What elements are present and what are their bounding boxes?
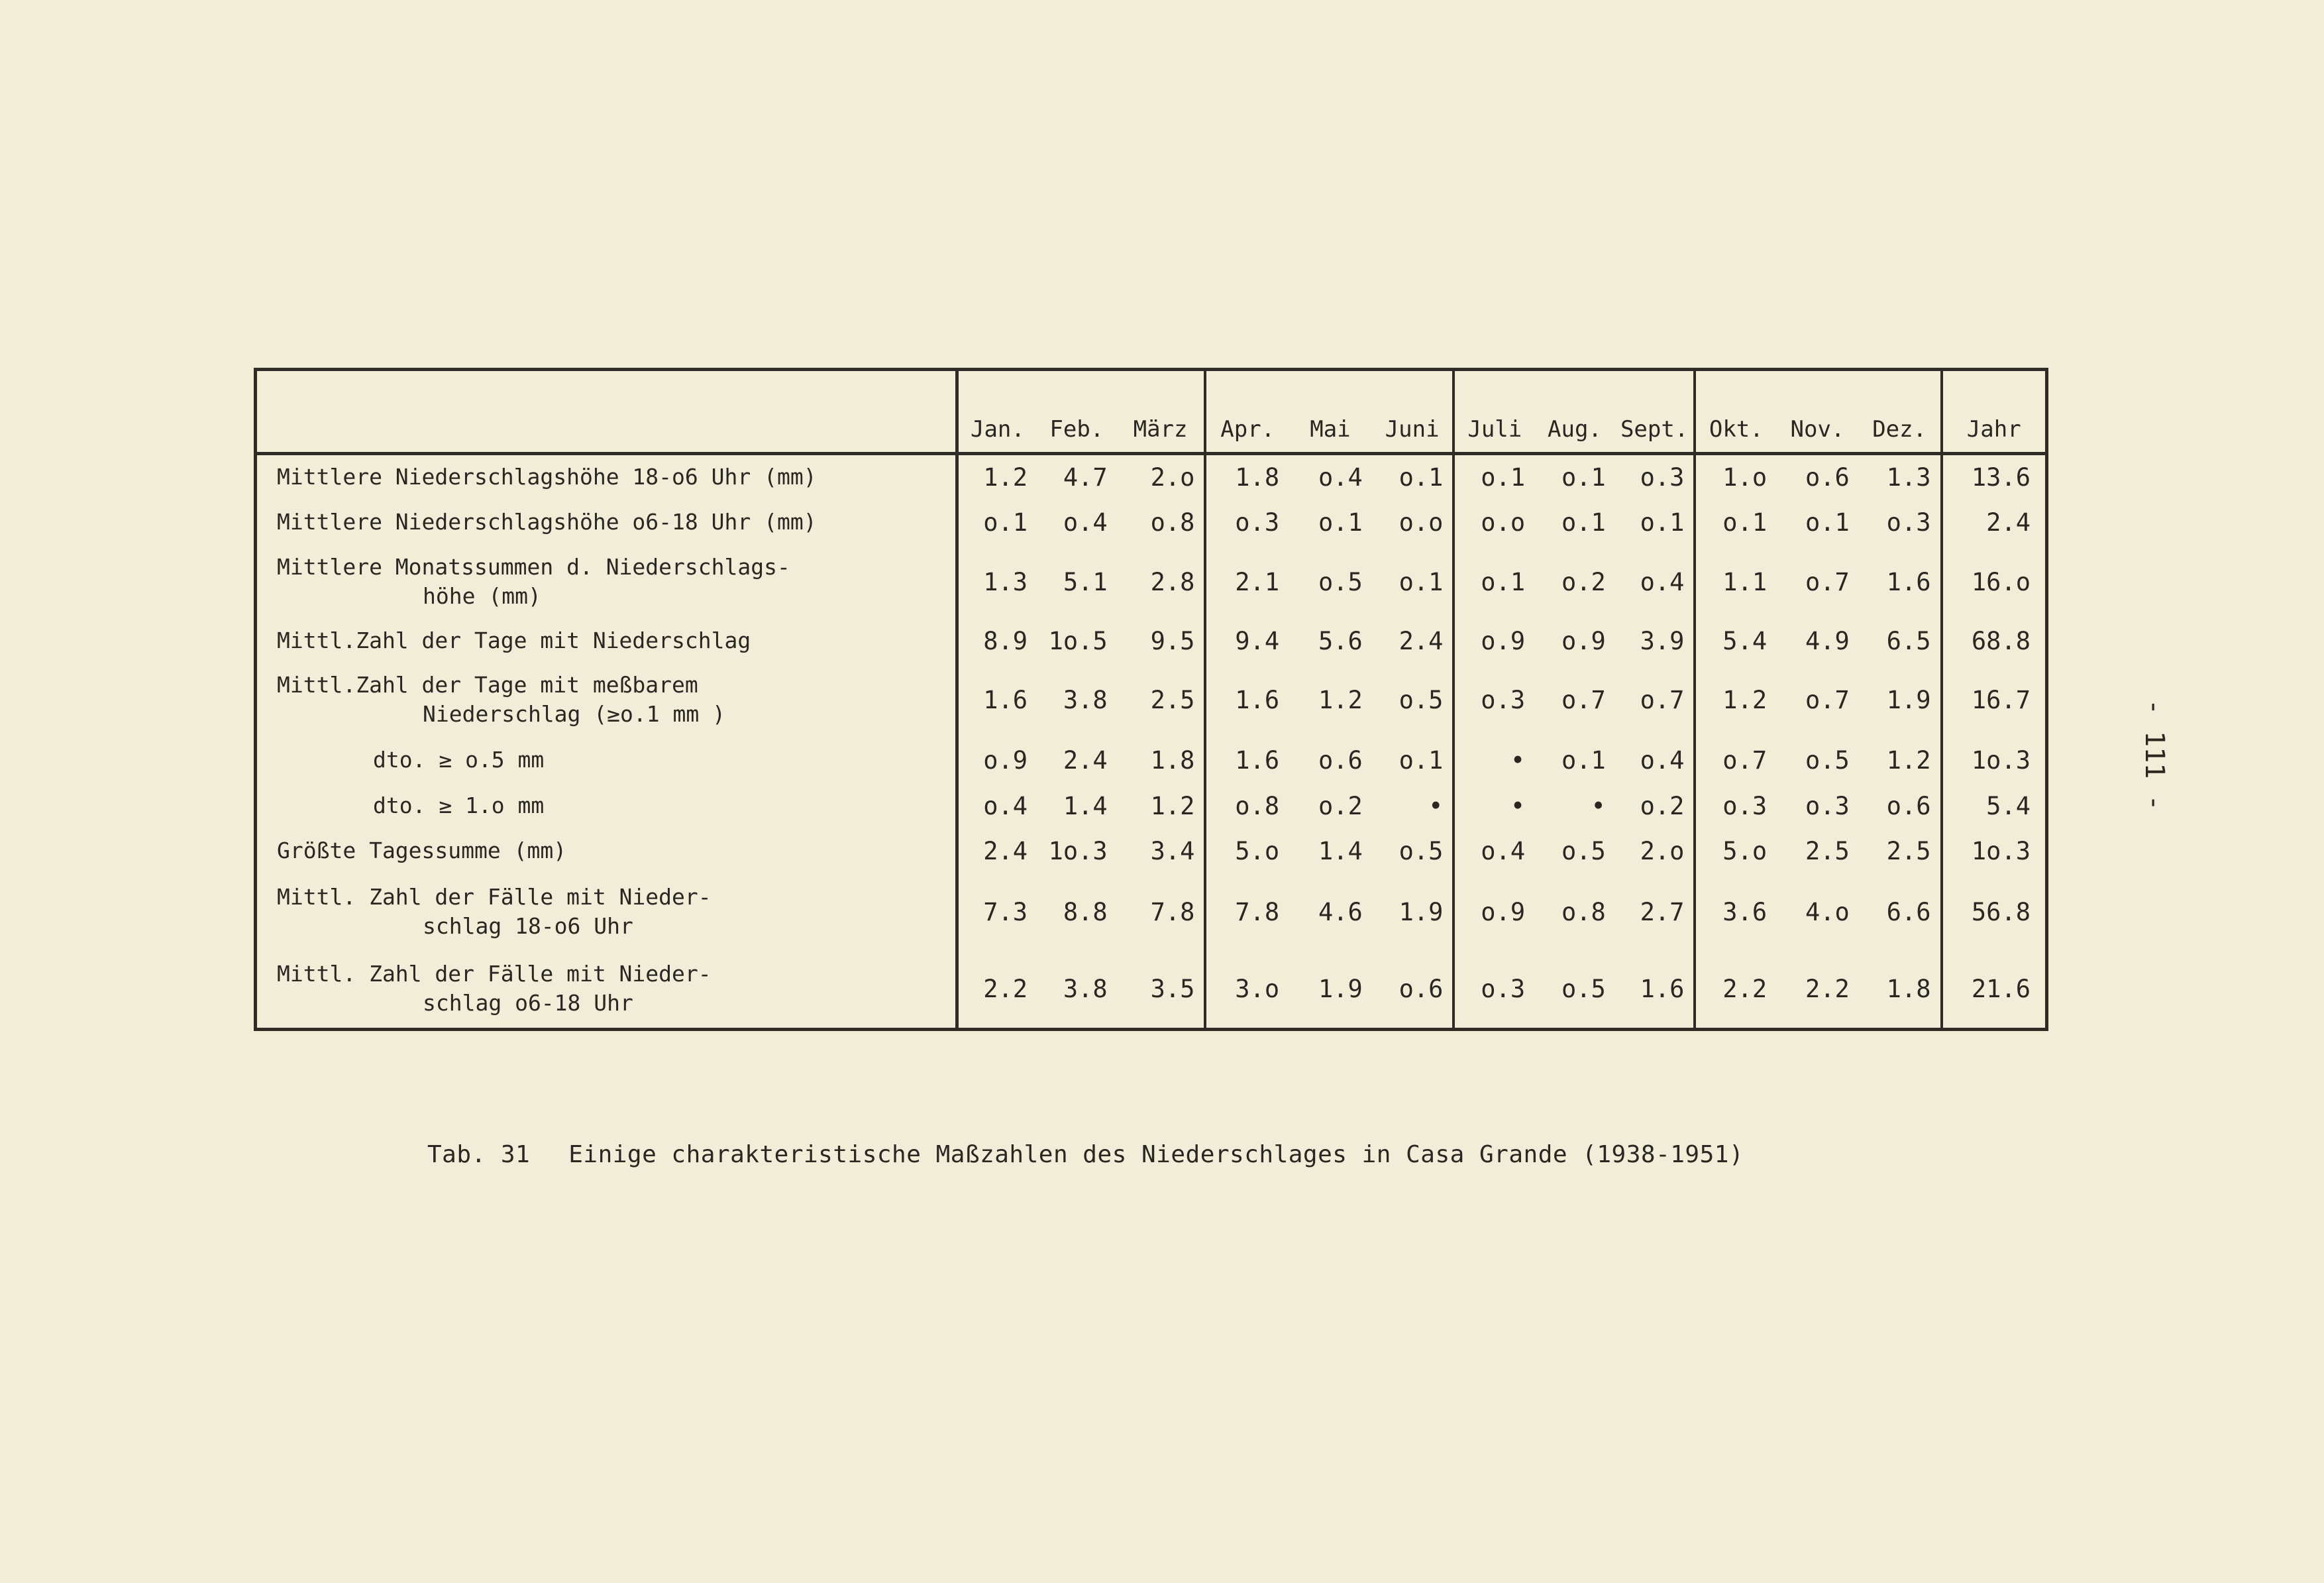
table-cell: 2.5 (1859, 828, 1942, 874)
table-cell: o.3 (1235, 508, 1280, 537)
table-cell: 2.o (1615, 828, 1695, 874)
table-cell-year: 1o.3 (1971, 836, 2031, 865)
table-cell: 2.5 (1805, 836, 1850, 865)
table-cell: o.4 (1063, 508, 1108, 537)
table-cell: o.4 (1318, 463, 1363, 492)
table-cell: o.1 (1481, 463, 1526, 492)
table-cell: 4.6 (1318, 897, 1363, 926)
table-cell: 1.6 (1235, 685, 1280, 714)
table-cell: 6.6 (1859, 874, 1942, 950)
header-month: Jan. (957, 370, 1037, 454)
header-month: März (1117, 370, 1206, 454)
table-cell: 1.9 (1372, 874, 1454, 950)
table-cell: 2.2 (983, 974, 1028, 1003)
table-cell: 2.2 (1805, 974, 1850, 1003)
table-cell: 1.2 (1117, 784, 1206, 828)
table-cell: 7.8 (1117, 874, 1206, 950)
row-label-continuation: schlag 18-o6 Uhr (423, 913, 633, 939)
table-cell: o.7 (1805, 567, 1850, 596)
table-cell: o.6 (1859, 784, 1942, 828)
table-cell: 1.6 (1235, 745, 1280, 775)
header-month: Sept. (1615, 370, 1695, 454)
table-cell: 1.3 (1859, 454, 1942, 500)
table-cell: 3.5 (1117, 950, 1206, 1030)
table-cell: 5.1 (1063, 567, 1108, 596)
table-row (256, 950, 2047, 1030)
table-cell: 7.8 (1235, 897, 1280, 926)
table-cell: o.9 (1561, 626, 1606, 655)
table-cell: 2.4 (1063, 745, 1108, 775)
table-cell: 1.2 (1722, 685, 1768, 714)
table-cell-year: 13.6 (1971, 463, 2031, 492)
table-cell: 8.9 (983, 626, 1028, 655)
table-cell: 3.8 (1063, 685, 1108, 714)
table-row (256, 736, 2047, 784)
table-header-row (256, 370, 2047, 454)
table-cell: 2.8 (1117, 545, 1206, 618)
row-label: Mittlere Monatssummen d. Niederschlags- höhe (mm) (256, 545, 957, 618)
table-cell: o.8 (1561, 897, 1606, 926)
table-cell: • (1510, 745, 1526, 775)
table-cell-year: 1o.3 (1971, 745, 2031, 775)
table-cell: o.6 (1805, 463, 1850, 492)
table-cell: o.9 (983, 745, 1028, 775)
header-month: Mai (1289, 370, 1372, 454)
table-cell: o.3 (1805, 791, 1850, 820)
table-cell: o.1 (1722, 508, 1768, 537)
table-cell: 1o.3 (1048, 836, 1108, 865)
table-cell: o.7 (1561, 685, 1606, 714)
table-cell: o.1 (1481, 567, 1526, 596)
table-cell: 3.6 (1722, 897, 1768, 926)
table-cell: 1.9 (1318, 974, 1363, 1003)
header-month: Dez. (1859, 370, 1942, 454)
table-cell: 1.2 (983, 463, 1028, 492)
table-cell: 7.3 (983, 897, 1028, 926)
row-label-continuation: höhe (mm) (423, 583, 541, 609)
table-cell: 1.8 (1859, 950, 1942, 1030)
table-cell: 2.7 (1615, 874, 1695, 950)
table-caption-text: Einige charakteristische Maßzahlen des Niederschlages in Casa Grande (1938-1951) (568, 1141, 1744, 1168)
table-row (256, 454, 2047, 500)
table-cell: 2.4 (1372, 618, 1454, 663)
table-cell: o.4 (1615, 736, 1695, 784)
table-cell-year: 5.4 (1986, 791, 2031, 820)
header-year: Jahr (1942, 370, 2047, 454)
table-cell: o.1 (1561, 463, 1606, 492)
table-cell: 3.4 (1117, 828, 1206, 874)
table-cell: o.5 (1805, 745, 1850, 775)
table-cell: 5.6 (1318, 626, 1363, 655)
table-cell: 6.5 (1859, 618, 1942, 663)
table-cell: 1.1 (1722, 567, 1768, 596)
table-cell: o.2 (1561, 567, 1606, 596)
table-cell: o.3 (1615, 454, 1695, 500)
header-corner-cell (256, 370, 957, 454)
table-cell: 4.9 (1805, 626, 1850, 655)
table-cell: o.4 (1481, 836, 1526, 865)
table-cell: 4.7 (1063, 463, 1108, 492)
table-cell: 4.o (1805, 897, 1850, 926)
table-cell: • (1591, 791, 1606, 820)
precipitation-table (254, 368, 2048, 1031)
table-row (256, 828, 2047, 874)
table-cell: o.o (1372, 499, 1454, 545)
table-cell: 1.2 (1859, 736, 1942, 784)
table-cell: 5.o (1235, 836, 1280, 865)
header-month: Feb. (1037, 370, 1117, 454)
table-caption (427, 1141, 1744, 1168)
table-caption-number: Tab. 31 (427, 1141, 531, 1168)
table-row (256, 499, 2047, 545)
table-cell: o.5 (1372, 663, 1454, 736)
header-month: Juni (1372, 370, 1454, 454)
table-cell: o.6 (1318, 745, 1363, 775)
table-cell: 1.8 (1235, 463, 1280, 492)
table-cell: o.1 (1615, 499, 1695, 545)
table-cell: 1.2 (1318, 685, 1363, 714)
table-row (256, 545, 2047, 618)
table-cell-year: 16.7 (1971, 685, 2031, 714)
row-label: Mittlere Niederschlagshöhe o6-18 Uhr (mm) (256, 499, 957, 545)
row-label-continuation: Niederschlag (≥o.1 mm ) (423, 701, 725, 727)
table-cell: 3.9 (1615, 618, 1695, 663)
table-cell: o.1 (1561, 508, 1606, 537)
table-cell: o.6 (1372, 950, 1454, 1030)
table-cell: • (1510, 791, 1526, 820)
table-cell: o.5 (1561, 974, 1606, 1003)
header-month: Juli (1453, 370, 1534, 454)
table-cell: o.3 (1481, 685, 1526, 714)
table-cell: 2.2 (1722, 974, 1768, 1003)
table-cell: o.3 (1859, 499, 1942, 545)
header-month: Aug. (1534, 370, 1615, 454)
table-cell: o.7 (1722, 745, 1768, 775)
row-label: Größte Tagessumme (mm) (256, 828, 957, 874)
table-cell: o.1 (1561, 745, 1606, 775)
table-row (256, 874, 2047, 950)
table-cell: o.5 (1561, 836, 1606, 865)
header-month: Nov. (1776, 370, 1859, 454)
table-cell: 1.o (1722, 463, 1768, 492)
table-cell: • (1372, 784, 1454, 828)
table-row (256, 784, 2047, 828)
table-cell: o.1 (1372, 736, 1454, 784)
table-row (256, 618, 2047, 663)
table-cell: o.o (1481, 508, 1526, 537)
table-cell: 1.4 (1063, 791, 1108, 820)
table-cell: 1.8 (1117, 736, 1206, 784)
table-cell: o.2 (1318, 791, 1363, 820)
table-cell-year: 68.8 (1971, 626, 2031, 655)
table-cell: o.4 (983, 791, 1028, 820)
row-label: Mittl. Zahl der Fälle mit Nieder- schlag 18-o6 Uhr (256, 874, 957, 950)
table-cell: o.1 (1372, 454, 1454, 500)
table-cell: o.8 (1235, 791, 1280, 820)
table-cell: o.9 (1481, 626, 1526, 655)
header-month: Okt. (1695, 370, 1776, 454)
table-cell: o.3 (1722, 791, 1768, 820)
table-cell: 3.8 (1063, 974, 1108, 1003)
table-cell: 2.o (1117, 454, 1206, 500)
table-cell: o.4 (1615, 545, 1695, 618)
table-cell: o.7 (1615, 663, 1695, 736)
table-cell: 5.o (1722, 836, 1768, 865)
table-cell: 2.5 (1117, 663, 1206, 736)
table-cell: 1.4 (1318, 836, 1363, 865)
table-cell-year: 16.o (1971, 567, 2031, 596)
table-cell: o.1 (983, 508, 1028, 537)
table-cell: 1.6 (983, 685, 1028, 714)
table-cell-year: 2.4 (1986, 508, 2031, 537)
table-cell: 1.6 (1615, 950, 1695, 1030)
table-cell: o.8 (1117, 499, 1206, 545)
row-label-continuation: schlag o6-18 Uhr (423, 990, 633, 1016)
table-cell: o.9 (1481, 897, 1526, 926)
table-cell: o.2 (1615, 784, 1695, 828)
row-label: Mittl.Zahl der Tage mit meßbarem Niederschlag (≥o.1 mm ) (256, 663, 957, 736)
row-label: Mittlere Niederschlagshöhe 18-o6 Uhr (mm) (256, 454, 957, 500)
table-cell-year: 21.6 (1971, 974, 2031, 1003)
row-label: dto. ≥ o.5 mm (256, 736, 957, 784)
table-cell: 2.1 (1235, 567, 1280, 596)
table-cell: 9.5 (1117, 618, 1206, 663)
table-cell: o.7 (1805, 685, 1850, 714)
row-label: dto. ≥ 1.o mm (256, 784, 957, 828)
table-cell: 3.o (1235, 974, 1280, 1003)
table-cell: o.3 (1481, 974, 1526, 1003)
table-cell-year: 56.8 (1971, 897, 2031, 926)
header-month: Apr. (1205, 370, 1289, 454)
table-cell: 9.4 (1235, 626, 1280, 655)
table-cell: 5.4 (1722, 626, 1768, 655)
table-cell: 2.4 (983, 836, 1028, 865)
table-cell: o.1 (1805, 508, 1850, 537)
table-cell: 1.9 (1859, 663, 1942, 736)
row-label: Mittl. Zahl der Fälle mit Nieder- schlag o6-18 Uhr (256, 950, 957, 1030)
table-cell: 8.8 (1063, 897, 1108, 926)
table-cell: 1.6 (1859, 545, 1942, 618)
table-cell: o.5 (1318, 567, 1363, 596)
table-cell: 1o.5 (1048, 626, 1108, 655)
page-number: - 111 - (2139, 699, 2170, 811)
table-row (256, 663, 2047, 736)
table-cell: o.1 (1318, 508, 1363, 537)
table-cell: o.1 (1372, 545, 1454, 618)
row-label: Mittl.Zahl der Tage mit Niederschlag (256, 618, 957, 663)
table-cell: o.5 (1372, 828, 1454, 874)
table-cell: 1.3 (983, 567, 1028, 596)
